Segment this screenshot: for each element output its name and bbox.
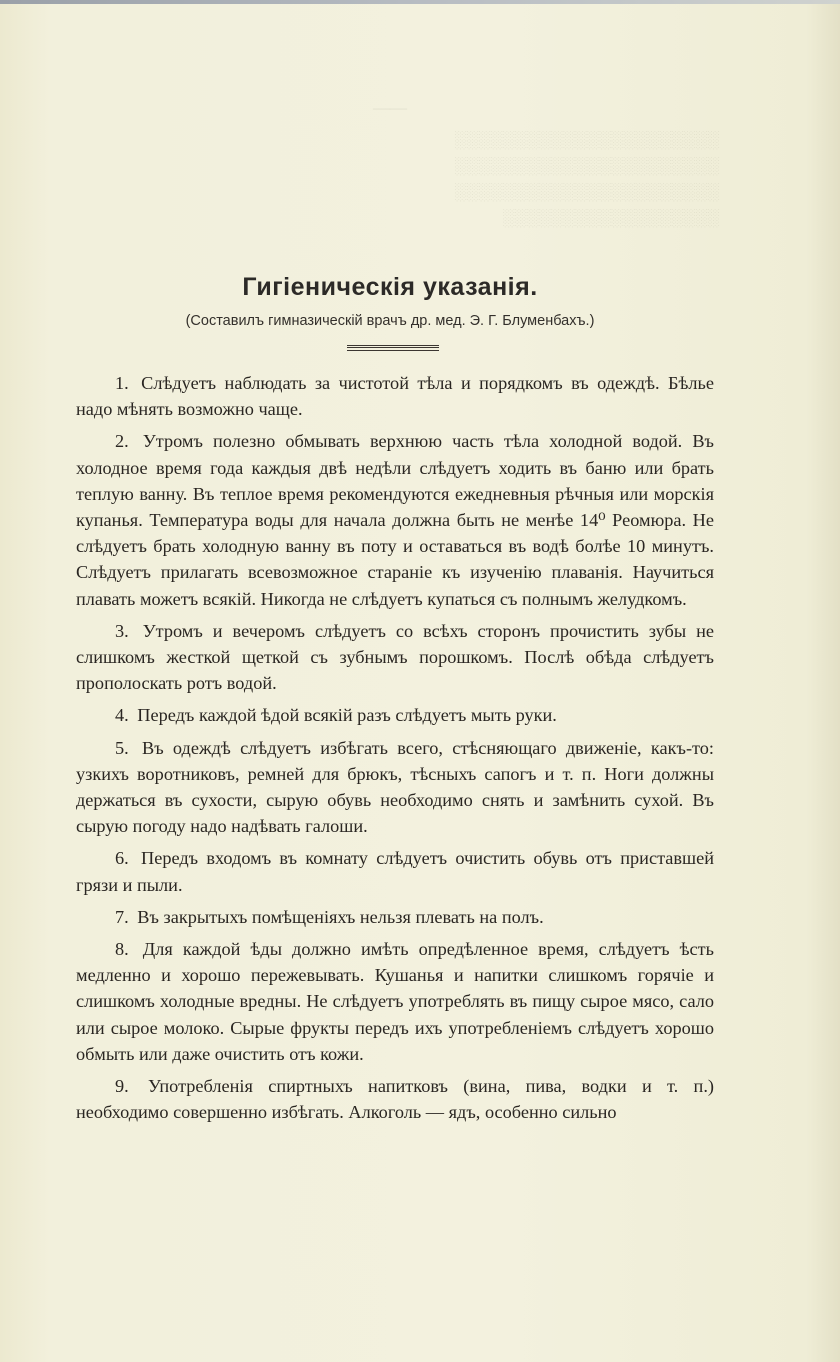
paragraph-number: 3. bbox=[115, 620, 129, 641]
paragraph-number: 8. bbox=[115, 939, 129, 960]
instruction-paragraph-8 bbox=[76, 936, 714, 1067]
page-top-edge bbox=[0, 0, 840, 4]
paragraph-number: 4. bbox=[115, 705, 129, 726]
paragraph-text: Утромъ и вечеромъ слѣдуетъ со всѣхъ сторонъ прочистить зубы не слишкомъ жесткой щеткой съ зубнымъ порошкомъ. Послѣ обѣда слѣдуетъ прополоскать ротъ водой. bbox=[76, 620, 714, 694]
hygiene-instructions-body bbox=[76, 370, 714, 1131]
instruction-paragraph-6 bbox=[76, 845, 714, 897]
paragraph-text: Въ одеждѣ слѣдуетъ избѣгать всего, стѣсняющаго движеніе, какъ-то: узкихъ воротниковъ, ремней для брюкъ, тѣсныхъ сапогъ и т. п. Ноги должны держаться въ сухости, сырую обувь необходимо снять и замѣнить сухой. Въ сырую погоду надо надѣвать галоши. bbox=[76, 737, 714, 837]
paragraph-text: Употребленія спиртныхъ напитковъ (вина, пива, водки и т. п.) необходимо совершенно избѣгать. Алкоголь — ядъ, особенно сильно bbox=[76, 1076, 714, 1123]
paragraph-number: 2. bbox=[115, 431, 129, 452]
instruction-paragraph-3 bbox=[76, 618, 714, 697]
paragraph-number: 5. bbox=[115, 737, 129, 758]
paragraph-text: Утромъ полезно обмывать верхнюю часть тѣла холодной водой. Въ холодное время года каждыя двѣ недѣли слѣдуетъ ходить въ баню или брать теплую ванну. Въ теплое время рекомендуются ежедневныя рѣчныя или морскія купанья. Температура воды для начала должна быть не менѣе 14⁰ Реомюра. Не слѣдуетъ брать холодную ванну въ поту и оставаться въ водѣ болѣе 10 минутъ. Слѣдуетъ прилагать всевозможное стараніе къ изученію плаванія. Научиться плавать можетъ всякій. Никогда не слѣдуетъ купаться съ полнымъ желудкомъ. bbox=[76, 431, 714, 609]
page-title: Гигіеническія указанія. bbox=[242, 273, 538, 301]
instruction-paragraph-9 bbox=[76, 1073, 714, 1125]
paragraph-text: Въ закрытыхъ помѣщеніяхъ нельзя плевать на полъ. bbox=[137, 906, 544, 927]
paragraph-text: Передъ входомъ въ комнату слѣдуетъ очистить обувь отъ приставшей грязи и пыли. bbox=[76, 848, 715, 895]
paragraph-number: 1. bbox=[115, 373, 129, 393]
instruction-paragraph-7 bbox=[76, 904, 714, 930]
paragraph-text: Слѣдуетъ наблюдать за чистотой тѣла и порядкомъ въ одеждѣ. Бѣлье надо мѣнять возможно чаще. bbox=[76, 373, 714, 420]
instruction-paragraph-1 bbox=[76, 370, 714, 422]
paragraph-text: Для каждой ѣды должно имѣть опредѣленное время, слѣдуетъ ѣсть медленно и хорошо пережевывать. Кушанья и напитки слишкомъ горячіе и слишкомъ холодные вредны. Не слѣдуетъ употреблять въ пищу сырое мясо, сало или сырое молоко. Сырые фрукты передъ ихъ употребленіемъ слѣдуетъ хорошо обмыть или даже очистить отъ кожи. bbox=[76, 939, 714, 1064]
author-subtitle: (Составилъ гимназическій врачъ др. мед. Э. Г. Блуменбахъ.) bbox=[185, 313, 595, 329]
paragraph-number: 7. bbox=[115, 906, 129, 927]
rule-center-line bbox=[347, 347, 439, 348]
paragraph-number: 9. bbox=[115, 1076, 129, 1097]
instruction-paragraph-5 bbox=[76, 735, 714, 840]
decorative-double-rule bbox=[347, 345, 439, 351]
paragraph-text: Передъ каждой ѣдой всякій разъ слѣдуетъ мыть руки. bbox=[137, 705, 557, 726]
show-through-texture: —— ░░░░░░░░░░░░░░░░░░░░░░ ░░░░░░░░░░░░░░░░░░░░░░ ░░░░░░░░░░░░░░░░░░░░░░ ░░░░░░░░░░░░░░░░░░ bbox=[373, 98, 720, 227]
instruction-paragraph-2 bbox=[76, 428, 714, 611]
paragraph-number: 6. bbox=[115, 848, 129, 869]
instruction-paragraph-4 bbox=[76, 702, 714, 728]
